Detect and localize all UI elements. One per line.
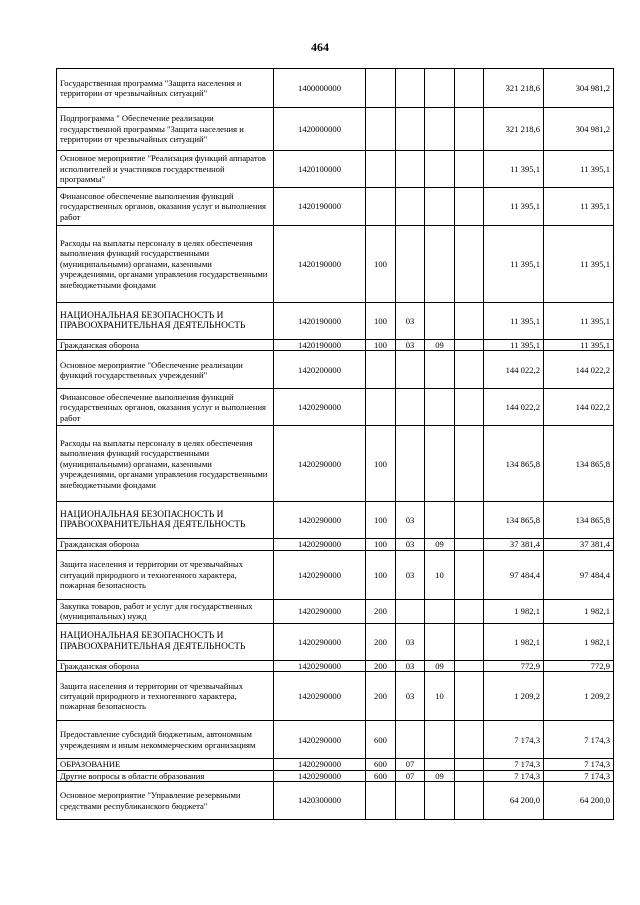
row-value-2: 11 395,1 [544, 226, 614, 303]
table-row [57, 599, 614, 623]
table-row [57, 550, 614, 599]
row-value-1: 772,9 [484, 660, 544, 671]
table-row [57, 502, 614, 539]
row-empty-cell [455, 759, 484, 770]
row-section [396, 69, 425, 108]
table-row [57, 759, 614, 770]
table-row [57, 539, 614, 550]
row-value-2: 304 981,2 [544, 108, 614, 151]
row-value-2: 144 022,2 [544, 389, 614, 426]
budget-table [56, 68, 614, 820]
row-value-2: 37 381,4 [544, 539, 614, 550]
row-name: Гражданская оборона [57, 660, 274, 671]
row-value-1: 7 174,3 [484, 759, 544, 770]
table-row [57, 351, 614, 389]
row-subsection [425, 782, 455, 820]
row-name: Предоставление субсидий бюджетным, автономным учреждениям и иным некоммерческим организациям [57, 721, 274, 759]
row-subsection [425, 108, 455, 151]
row-section: 03 [396, 340, 425, 351]
page-number: 464 [311, 40, 329, 54]
row-subsection: 09 [425, 340, 455, 351]
row-code: 1420290000 [274, 623, 366, 660]
row-subsection [425, 502, 455, 539]
row-section [396, 426, 425, 502]
row-empty-cell [455, 108, 484, 151]
row-subsection: 09 [425, 770, 455, 781]
row-code: 1420290000 [274, 426, 366, 502]
row-section [396, 151, 425, 188]
row-name: Другие вопросы в области образования [57, 770, 274, 781]
row-code: 1420290000 [274, 550, 366, 599]
row-expense-type: 100 [366, 226, 396, 303]
row-expense-type: 200 [366, 660, 396, 671]
row-expense-type [366, 782, 396, 820]
row-value-1: 11 395,1 [484, 151, 544, 188]
row-expense-type: 200 [366, 623, 396, 660]
row-name: Основное мероприятие "Реализация функций аппаратов исполнителей и участников государственной программы" [57, 151, 274, 188]
row-value-1: 134 865,8 [484, 426, 544, 502]
row-code: 1420290000 [274, 770, 366, 781]
row-expense-type: 100 [366, 539, 396, 550]
table-row [57, 623, 614, 660]
row-section: 03 [396, 550, 425, 599]
row-empty-cell [455, 351, 484, 389]
row-section: 03 [396, 502, 425, 539]
row-name: ОБРАЗОВАНИЕ [57, 759, 274, 770]
row-value-1: 97 484,4 [484, 550, 544, 599]
row-expense-type [366, 389, 396, 426]
row-code: 1420300000 [274, 782, 366, 820]
row-name: Защита населения и территории от чрезвычайных ситуаций природного и техногенного характера, пожарная безопасность [57, 550, 274, 599]
row-section: 03 [396, 303, 425, 340]
row-section [396, 721, 425, 759]
row-name: Финансовое обеспечение выполнения функций государственных органов, оказания услуг и выполнения работ [57, 188, 274, 226]
row-value-2: 1 982,1 [544, 623, 614, 660]
row-subsection [425, 303, 455, 340]
row-value-2: 304 981,2 [544, 69, 614, 108]
row-expense-type: 600 [366, 759, 396, 770]
table-row [57, 770, 614, 781]
row-subsection [425, 226, 455, 303]
row-empty-cell [455, 340, 484, 351]
row-name: Основное мероприятие "Обеспечение реализации функций государственных учреждений" [57, 351, 274, 389]
row-name: Финансовое обеспечение выполнения функций государственных органов, оказания услуг и выполнения работ [57, 389, 274, 426]
row-empty-cell [455, 226, 484, 303]
row-expense-type [366, 108, 396, 151]
row-empty-cell [455, 672, 484, 721]
row-subsection: 09 [425, 660, 455, 671]
row-value-2: 7 174,3 [544, 721, 614, 759]
row-code: 1420100000 [274, 151, 366, 188]
row-code: 1420190000 [274, 188, 366, 226]
row-expense-type: 100 [366, 303, 396, 340]
row-name: НАЦИОНАЛЬНАЯ БЕЗОПАСНОСТЬ И ПРАВООХРАНИТЕЛЬНАЯ ДЕЯТЕЛЬНОСТЬ [57, 303, 274, 340]
row-code: 1420190000 [274, 303, 366, 340]
row-subsection [425, 426, 455, 502]
row-subsection [425, 389, 455, 426]
row-expense-type: 200 [366, 672, 396, 721]
row-name: НАЦИОНАЛЬНАЯ БЕЗОПАСНОСТЬ И ПРАВООХРАНИТЕЛЬНАЯ ДЕЯТЕЛЬНОСТЬ [57, 502, 274, 539]
row-section [396, 188, 425, 226]
row-section: 03 [396, 660, 425, 671]
row-value-1: 144 022,2 [484, 351, 544, 389]
row-value-1: 11 395,1 [484, 303, 544, 340]
row-subsection [425, 151, 455, 188]
row-name: Закупка товаров, работ и услуг для государственных (муниципальных) нужд [57, 599, 274, 623]
row-expense-type [366, 151, 396, 188]
row-empty-cell [455, 151, 484, 188]
row-empty-cell [455, 782, 484, 820]
row-value-1: 1 982,1 [484, 623, 544, 660]
row-name: Защита населения и территории от чрезвычайных ситуаций природного и техногенного характера, пожарная безопасность [57, 672, 274, 721]
row-section: 03 [396, 672, 425, 721]
row-empty-cell [455, 660, 484, 671]
table-row [57, 426, 614, 502]
row-code: 1400000000 [274, 69, 366, 108]
row-expense-type: 600 [366, 721, 396, 759]
row-code: 1420290000 [274, 389, 366, 426]
row-value-2: 134 865,8 [544, 502, 614, 539]
row-value-2: 134 865,8 [544, 426, 614, 502]
table-row [57, 672, 614, 721]
table-row [57, 660, 614, 671]
row-expense-type: 200 [366, 599, 396, 623]
row-subsection: 10 [425, 550, 455, 599]
row-empty-cell [455, 426, 484, 502]
row-expense-type: 100 [366, 550, 396, 599]
row-value-1: 144 022,2 [484, 389, 544, 426]
row-value-2: 11 395,1 [544, 303, 614, 340]
row-empty-cell [455, 599, 484, 623]
row-value-1: 11 395,1 [484, 340, 544, 351]
row-value-1: 37 381,4 [484, 539, 544, 550]
row-section [396, 351, 425, 389]
row-empty-cell [455, 69, 484, 108]
row-value-2: 64 200,0 [544, 782, 614, 820]
row-subsection [425, 188, 455, 226]
row-code: 1420290000 [274, 502, 366, 539]
table-row [57, 721, 614, 759]
row-subsection: 10 [425, 672, 455, 721]
row-subsection [425, 69, 455, 108]
row-section [396, 108, 425, 151]
row-name: НАЦИОНАЛЬНАЯ БЕЗОПАСНОСТЬ И ПРАВООХРАНИТЕЛЬНАЯ ДЕЯТЕЛЬНОСТЬ [57, 623, 274, 660]
row-value-2: 1 982,1 [544, 599, 614, 623]
row-name: Основное мероприятие "Управление резервными средствами республиканского бюджета" [57, 782, 274, 820]
row-code: 1420200000 [274, 351, 366, 389]
table-row [57, 188, 614, 226]
row-value-1: 64 200,0 [484, 782, 544, 820]
table-row [57, 69, 614, 108]
table-row [57, 108, 614, 151]
row-name: Подпрограмма " Обеспечение реализации государственной программы "Защита населения и территории от чрезвычайных ситуаций" [57, 108, 274, 151]
row-subsection: 09 [425, 539, 455, 550]
row-name: Расходы на выплаты персоналу в целях обеспечения выполнения функций государственными (муниципальными) органами, казенными учреждениями, органами управления государственными внебюджетными фондами [57, 426, 274, 502]
table-row [57, 303, 614, 340]
row-value-1: 7 174,3 [484, 770, 544, 781]
table-row [57, 389, 614, 426]
row-value-2: 1 209,2 [544, 672, 614, 721]
row-value-2: 97 484,4 [544, 550, 614, 599]
row-value-1: 11 395,1 [484, 188, 544, 226]
row-expense-type: 100 [366, 340, 396, 351]
row-code: 1420290000 [274, 672, 366, 721]
row-value-2: 11 395,1 [544, 340, 614, 351]
table-row [57, 782, 614, 820]
row-value-1: 1 209,2 [484, 672, 544, 721]
row-code: 1420190000 [274, 226, 366, 303]
row-empty-cell [455, 303, 484, 340]
row-value-2: 11 395,1 [544, 151, 614, 188]
row-section [396, 782, 425, 820]
row-empty-cell [455, 389, 484, 426]
row-value-2: 7 174,3 [544, 770, 614, 781]
table-row [57, 226, 614, 303]
row-code: 1420000000 [274, 108, 366, 151]
row-value-1: 1 982,1 [484, 599, 544, 623]
row-empty-cell [455, 502, 484, 539]
row-value-1: 11 395,1 [484, 226, 544, 303]
row-section [396, 389, 425, 426]
row-expense-type [366, 351, 396, 389]
row-section [396, 599, 425, 623]
row-subsection [425, 623, 455, 660]
row-subsection [425, 759, 455, 770]
row-empty-cell [455, 770, 484, 781]
row-section: 07 [396, 759, 425, 770]
row-name: Гражданская оборона [57, 340, 274, 351]
table-row [57, 340, 614, 351]
row-empty-cell [455, 721, 484, 759]
row-value-1: 134 865,8 [484, 502, 544, 539]
row-expense-type: 600 [366, 770, 396, 781]
row-section: 07 [396, 770, 425, 781]
row-code: 1420290000 [274, 599, 366, 623]
row-name: Расходы на выплаты персоналу в целях обеспечения выполнения функций государственными (муниципальными) органами, казенными учреждениями, органами управления государственными внебюджетными фондами [57, 226, 274, 303]
row-value-2: 11 395,1 [544, 188, 614, 226]
row-code: 1420290000 [274, 721, 366, 759]
row-code: 1420290000 [274, 539, 366, 550]
row-expense-type: 100 [366, 502, 396, 539]
row-value-1: 7 174,3 [484, 721, 544, 759]
row-section: 03 [396, 539, 425, 550]
row-expense-type [366, 69, 396, 108]
row-section [396, 226, 425, 303]
row-empty-cell [455, 623, 484, 660]
row-code: 1420290000 [274, 660, 366, 671]
row-subsection [425, 721, 455, 759]
row-expense-type: 100 [366, 426, 396, 502]
row-code: 1420190000 [274, 340, 366, 351]
row-value-2: 772,9 [544, 660, 614, 671]
row-name: Государственная программа "Защита населения и территории от чрезвычайных ситуаций" [57, 69, 274, 108]
row-value-1: 321 218,6 [484, 69, 544, 108]
row-empty-cell [455, 550, 484, 599]
row-value-2: 144 022,2 [544, 351, 614, 389]
row-subsection [425, 599, 455, 623]
table-row [57, 151, 614, 188]
row-empty-cell [455, 539, 484, 550]
row-subsection [425, 351, 455, 389]
row-name: Гражданская оборона [57, 539, 274, 550]
row-code: 1420290000 [274, 759, 366, 770]
row-section: 03 [396, 623, 425, 660]
row-value-2: 7 174,3 [544, 759, 614, 770]
row-value-1: 321 218,6 [484, 108, 544, 151]
row-expense-type [366, 188, 396, 226]
row-empty-cell [455, 188, 484, 226]
